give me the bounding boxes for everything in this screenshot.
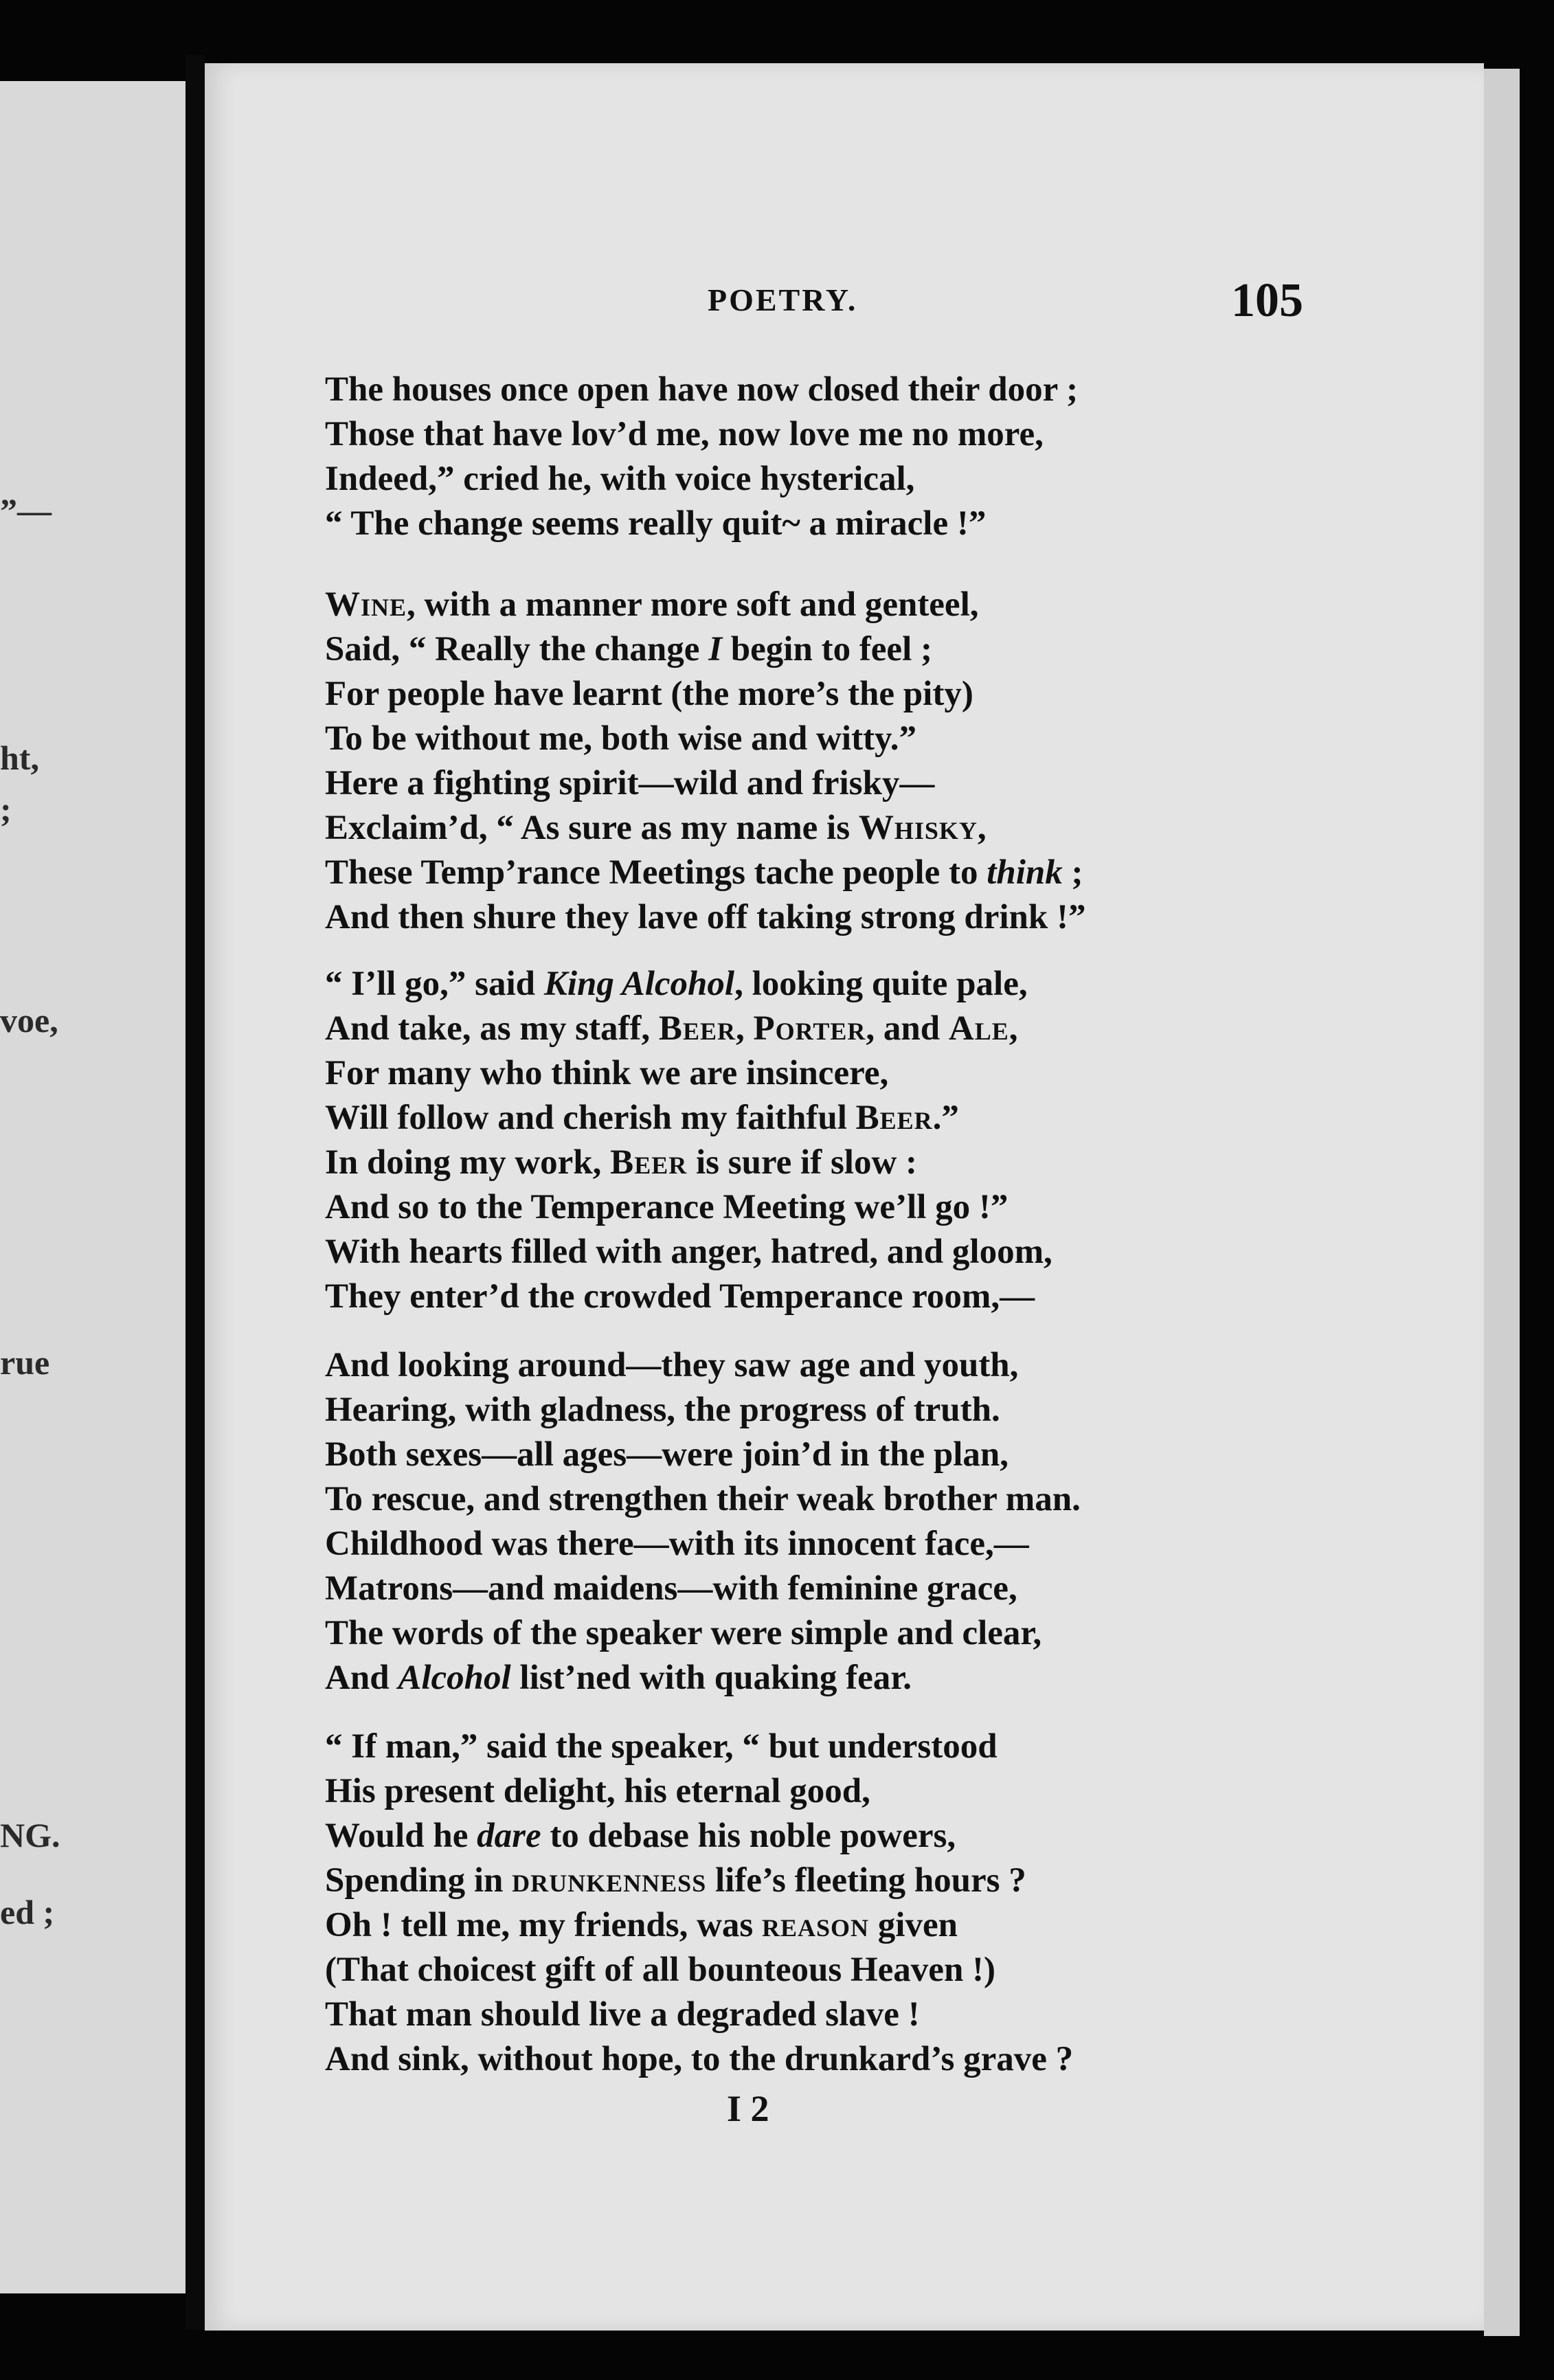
poem-line: Childhood was there—with its innocent face,— xyxy=(325,1525,1029,1563)
poem-line: “ The change seems really quit~ a miracle !” xyxy=(325,504,987,543)
poem-line: These Temp’rance Meetings tache people to think ; xyxy=(325,853,1083,892)
signature-mark: I 2 xyxy=(727,2088,769,2129)
poem-line: Both sexes—all ages—were join’d in the plan, xyxy=(325,1435,1009,1474)
poem-line: His present delight, his eternal good, xyxy=(325,1772,870,1810)
poem-line: Would he dare to debase his noble powers, xyxy=(325,1817,956,1855)
poem-line: And sink, without hope, to the drunkard’s grave ? xyxy=(325,2040,1074,2078)
book-gutter xyxy=(185,55,205,2329)
poem-line: And so to the Temperance Meeting we’ll go !” xyxy=(325,1188,1009,1226)
poem-line: And looking around—they saw age and youth, xyxy=(325,1346,1019,1384)
facing-page-fragment: rue xyxy=(0,1343,50,1382)
facing-page-fragment: voe, xyxy=(0,1001,58,1040)
poem-line: Those that have lov’d me, now love me no more, xyxy=(325,415,1044,453)
poem-line: And Alcohol list’ned with quaking fear. xyxy=(325,1659,912,1697)
poem-line: “ If man,” said the speaker, “ but understood xyxy=(325,1727,998,1766)
facing-page-fragment: NG. xyxy=(0,1816,60,1854)
poem-line: Wine, with a manner more soft and genteel, xyxy=(325,585,979,624)
stanza-1 xyxy=(325,368,1078,546)
poem-line: And then shure they lave off taking strong drink !” xyxy=(325,898,1086,936)
poem-line: Exclaim’d, “ As sure as my name is Whisky, xyxy=(325,809,987,847)
poem-line: For many who think we are insincere, xyxy=(325,1054,889,1092)
poem-line: For people have learnt (the more’s the pity) xyxy=(325,675,973,713)
facing-page-fragment: ”— xyxy=(0,491,52,530)
poem-line: “ I’ll go,” said King Alcohol, looking quite pale, xyxy=(325,965,1028,1003)
page-edge xyxy=(1484,69,1520,2336)
page-number: 105 xyxy=(1231,274,1303,327)
poem-line: The words of the speaker were simple and clear, xyxy=(325,1614,1042,1652)
stanza-4 xyxy=(325,1343,1081,1700)
stanza-3 xyxy=(325,962,1052,1319)
poem-line: Matrons—and maidens—with feminine grace, xyxy=(325,1569,1017,1608)
facing-page-fragment: ht, xyxy=(0,739,39,777)
running-head: POETRY. xyxy=(708,282,858,317)
poem-line: (That choicest gift of all bounteous Heaven !) xyxy=(325,1951,996,1989)
facing-page-edge xyxy=(0,81,185,2293)
facing-page-fragment: ed ; xyxy=(0,1893,55,1931)
poem-line: Hearing, with gladness, the progress of truth. xyxy=(325,1391,1000,1429)
poem-line: Oh ! tell me, my friends, was reason given xyxy=(325,1906,958,1944)
poem-line: The houses once open have now closed their door ; xyxy=(325,370,1079,409)
poem-line: In doing my work, Beer is sure if slow : xyxy=(325,1143,918,1182)
facing-page-fragment: ; xyxy=(0,790,12,829)
poem-line: Spending in drunkenness life’s fleeting hours ? xyxy=(325,1861,1026,1900)
stanza-5 xyxy=(325,1725,1073,2082)
poem-line: They enter’d the crowded Temperance room,— xyxy=(325,1277,1035,1316)
poem-line: To be without me, both wise and witty.” xyxy=(325,719,916,758)
poem-line: Here a fighting spirit—wild and frisky— xyxy=(325,764,935,802)
stanza-2 xyxy=(325,583,1086,940)
poem-line: Will follow and cherish my faithful Beer.” xyxy=(325,1099,959,1137)
poem-line: Said, “ Really the change I begin to feel ; xyxy=(325,630,932,669)
poem-line: And take, as my staff, Beer, Porter, and Ale, xyxy=(325,1009,1018,1048)
poem-line: That man should live a degraded slave ! xyxy=(325,1995,920,2034)
poem-line: Indeed,” cried he, with voice hysterical, xyxy=(325,460,915,498)
poem-line: To rescue, and strengthen their weak brother man. xyxy=(325,1480,1081,1518)
poem-line: With hearts filled with anger, hatred, and gloom, xyxy=(325,1233,1052,1271)
